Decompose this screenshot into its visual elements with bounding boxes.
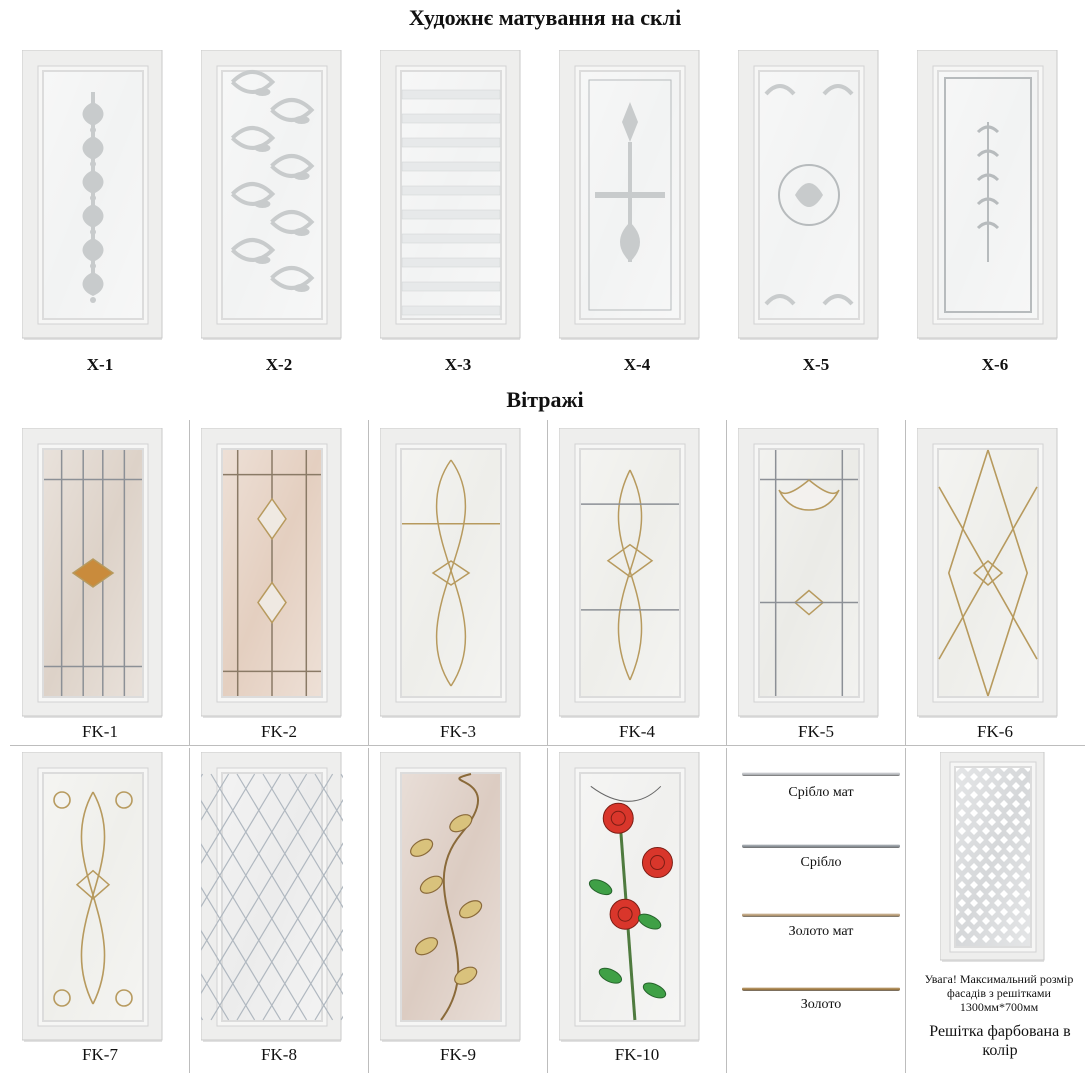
caption-fk-4: FK-4 [619,722,655,741]
door-fk-1[interactable] [22,428,164,718]
door-fk-7-image [22,752,164,1042]
door-fk-6-image [917,428,1059,718]
caption-fk-9: FK-9 [440,1045,476,1064]
finish-label-gold-matte: Золото мат [788,924,854,939]
door-x-2[interactable] [201,50,343,340]
grid-divider [547,748,548,1073]
finish-label-silver-matte: Срібло мат [788,785,854,800]
caption-fk-5: FK-5 [798,722,834,741]
caption-x-5: X-5 [802,355,830,374]
caption-fk-6: FK-6 [977,722,1013,741]
door-fk-2-image [201,428,343,718]
door-fk-1-image [22,428,164,718]
grid-divider [905,748,906,1073]
stained-glass-section-title: Вітражі [506,387,584,412]
lattice-warning: Увага! Максимальний розмір фасадів з решітками 1300мм*700мм [924,972,1074,1014]
door-x-5-image [738,50,880,340]
caption-x-2: X-2 [265,355,293,374]
grid-divider [726,420,727,745]
door-fk-4[interactable] [559,428,701,718]
finish-bar-gold [742,987,900,991]
caption-fk-10: FK-10 [614,1045,660,1064]
finish-bar-gold-matte [742,913,900,917]
grid-divider [368,748,369,1073]
grid-divider [10,745,1085,746]
door-x-1[interactable] [22,50,164,340]
door-fk-5-image [738,428,880,718]
finish-label-silver: Срібло [800,855,842,870]
door-fk-2[interactable] [201,428,343,718]
door-fk-8-image [201,752,343,1042]
grid-divider [368,420,369,745]
door-fk-3[interactable] [380,428,522,718]
grid-divider [189,420,190,745]
grid-divider [905,420,906,745]
caption-x-4: X-4 [623,355,651,374]
door-x-3-image [380,50,522,340]
door-x-6-image [917,50,1059,340]
door-lattice-image [940,752,1046,962]
caption-fk-2: FK-2 [261,722,297,741]
grid-divider [189,748,190,1073]
grid-divider [726,748,727,1073]
door-fk-3-image [380,428,522,718]
matting-section-title: Художнє матування на склі [408,5,682,30]
door-x-5[interactable] [738,50,880,340]
door-fk-6[interactable] [917,428,1059,718]
door-lattice[interactable] [940,752,1046,962]
finish-label-gold: Золото [800,997,842,1012]
caption-fk-1: FK-1 [82,722,118,741]
caption-fk-3: FK-3 [440,722,476,741]
door-fk-5[interactable] [738,428,880,718]
caption-x-6: X-6 [981,355,1009,374]
door-x-6[interactable] [917,50,1059,340]
caption-fk-8: FK-8 [261,1045,297,1064]
door-fk-9[interactable] [380,752,522,1042]
door-x-3[interactable] [380,50,522,340]
door-fk-9-image [380,752,522,1042]
door-x-2-image [201,50,343,340]
lattice-caption: Решітка фарбована в колір [929,1023,1071,1059]
caption-x-1: X-1 [86,355,114,374]
caption-x-3: X-3 [444,355,472,374]
grid-divider [547,420,548,745]
door-x-4[interactable] [559,50,701,340]
finish-bar-silver-matte [742,772,900,776]
door-fk-4-image [559,428,701,718]
door-fk-10[interactable] [559,752,701,1042]
door-fk-10-image [559,752,701,1042]
door-fk-7[interactable] [22,752,164,1042]
door-fk-8[interactable] [201,752,343,1042]
door-x-1-image [22,50,164,340]
caption-fk-7: FK-7 [82,1045,118,1064]
finish-bar-silver [742,844,900,848]
door-x-4-image [559,50,701,340]
